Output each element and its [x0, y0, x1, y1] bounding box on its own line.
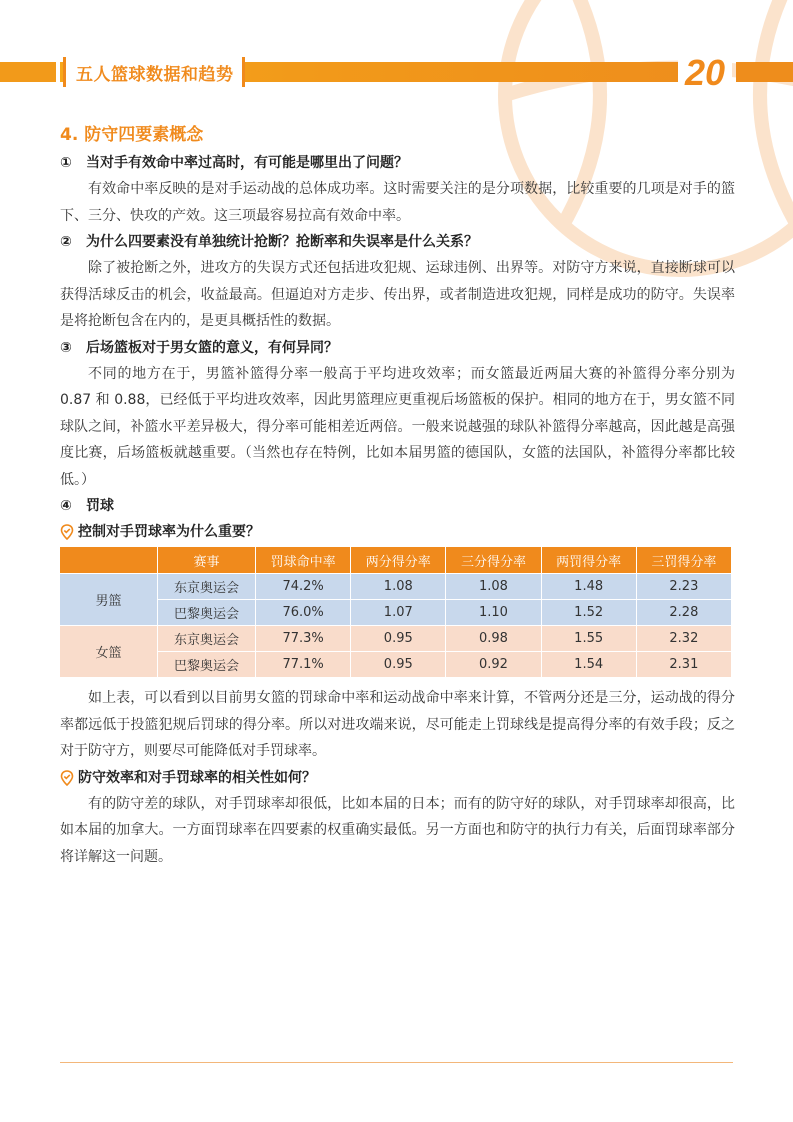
- answer-paragraph: 有的防守差的球队，对手罚球率却很低，比如本届的日本；而有的防守好的球队，对手罚球率却很高，比如本届的加拿大。一方面罚球率在四要素的权重确实最低。另一方面也和防守的执行力有关，后面罚球率部分将详解这一问题。: [60, 795, 735, 865]
- table-cell: 1.07: [351, 600, 446, 626]
- table-row: [60, 626, 732, 652]
- table-cell: 1.55: [541, 626, 636, 652]
- table-cell: 74.2%: [256, 574, 351, 600]
- question-number: ④: [60, 498, 72, 514]
- sub-question-2: [60, 765, 735, 791]
- table-cell: 1.10: [446, 600, 541, 626]
- header-band-left: [0, 62, 56, 82]
- table-cell: 0.98: [446, 626, 541, 652]
- table-header-cell: [60, 547, 158, 574]
- table-cell: 1.48: [541, 574, 636, 600]
- page-number: 20: [684, 52, 726, 93]
- table-cell: 0.95: [351, 626, 446, 652]
- question-4: [60, 493, 735, 519]
- section-title: 4. 防守四要素概念: [60, 125, 204, 145]
- table-header-cell: 赛事: [158, 547, 256, 574]
- header-title: 五人篮球数据和趋势: [76, 64, 234, 85]
- table-cell: 1.54: [541, 652, 636, 678]
- table-cell: 1.08: [446, 574, 541, 600]
- answer-paragraph: 不同的地方在于，男篮补篮得分率一般高于平均进攻效率；而女篮最近两届大赛的补篮得分率分别为 0.87 和 0.88，已经低于平均进攻效率，因此男篮理应更重视后场篮板的保护。相同的地方在于，男女篮不同球队之间，补篮水平差异极大，得分率可能相差近两倍。一般来说越强的球队补篮得分率越高，因此越是高强度比赛，后场篮板就越重要。（当然也存在特例，比如本届男篮的德国队，女篮的法国队，补篮得分率都比较低。）: [60, 365, 735, 488]
- table-cell: 2.23: [636, 574, 731, 600]
- table-cell: 2.31: [636, 652, 731, 678]
- question-text: 后场篮板对于男女篮的意义，有何异同？: [86, 339, 338, 356]
- table-cell: 0.92: [446, 652, 541, 678]
- answer-paragraph: 除了被抢断之外，进攻方的失误方式还包括进攻犯规、运球违例、出界等。对防守方来说，直接断球可以获得活球反击的机会，收益最高。但逼迫对方走步、传出界，或者制造进攻犯规，同样是成功的防守。失误率是将抢断包含在内的，是更具概括性的数据。: [60, 260, 735, 329]
- table-cell: 77.3%: [256, 626, 351, 652]
- table-cell: 1.08: [351, 574, 446, 600]
- footer-divider: [60, 1062, 733, 1063]
- question-3: [60, 335, 735, 361]
- table-cell: 巴黎奥运会: [158, 652, 256, 678]
- main-content: [60, 120, 735, 870]
- table-cell: 2.32: [636, 626, 731, 652]
- table-cell: 2.28: [636, 600, 731, 626]
- question-text: 罚球: [86, 498, 114, 514]
- sub-question-text: 控制对手罚球率为什么重要？: [78, 524, 260, 540]
- question-number: ②: [60, 234, 72, 250]
- question-1: [60, 150, 735, 176]
- group-label: 女篮: [60, 626, 158, 678]
- table-header-cell: 三分得分率: [446, 547, 541, 574]
- question-number: ③: [60, 339, 72, 356]
- group-label: 男篮: [60, 574, 158, 626]
- table-header-cell: 两罚得分率: [541, 547, 636, 574]
- header-title-box: [63, 57, 245, 87]
- table-cell: 东京奥运会: [158, 574, 256, 600]
- table-row: [60, 652, 732, 678]
- table-cell: 0.95: [351, 652, 446, 678]
- header-band-right: [736, 62, 793, 82]
- table-cell: 巴黎奥运会: [158, 600, 256, 626]
- table-header-cell: 两分得分率: [351, 547, 446, 574]
- question-number: ①: [60, 155, 72, 171]
- sub-question-1: [60, 519, 735, 545]
- sub-question-text: 防守效率和对手罚球率的相关性如何？: [78, 769, 316, 786]
- table-cell: 东京奥运会: [158, 626, 256, 652]
- table-cell: 77.1%: [256, 652, 351, 678]
- table-header-row: [60, 547, 732, 574]
- free-throw-table: [60, 547, 732, 677]
- table-row: [60, 600, 732, 626]
- answer-paragraph: 有效命中率反映的是对手运动战的总体成功率。这时需要关注的是分项数据，比较重要的几项是对手的篮下、三分、快攻的产效。这三项最容易拉高有效命中率。: [60, 181, 735, 224]
- question-text: 当对手有效命中率过高时，有可能是哪里出了问题？: [86, 155, 408, 171]
- question-2: [60, 229, 735, 255]
- table-header-cell: 三罚得分率: [636, 547, 731, 574]
- table-row: [60, 574, 732, 600]
- table-header-cell: 罚球命中率: [256, 547, 351, 574]
- answer-paragraph: 如上表，可以看到以目前男女篮的罚球命中率和运动战命中率来计算，不管两分还是三分，运动战的得分率都远低于投篮犯规后罚球的得分率。所以对进攻端来说，尽可能走上罚球线是提高得分率的有效手段；反之对于防守方，则要尽可能降低对手罚球率。: [60, 690, 735, 759]
- question-text: 为什么四要素没有单独统计抢断？抢断率和失误率是什么关系？: [86, 234, 478, 250]
- location-pin-icon: [60, 770, 74, 786]
- table-cell: 76.0%: [256, 600, 351, 626]
- location-pin-icon: [60, 524, 74, 540]
- page-number-box: [678, 54, 732, 92]
- table-cell: 1.52: [541, 600, 636, 626]
